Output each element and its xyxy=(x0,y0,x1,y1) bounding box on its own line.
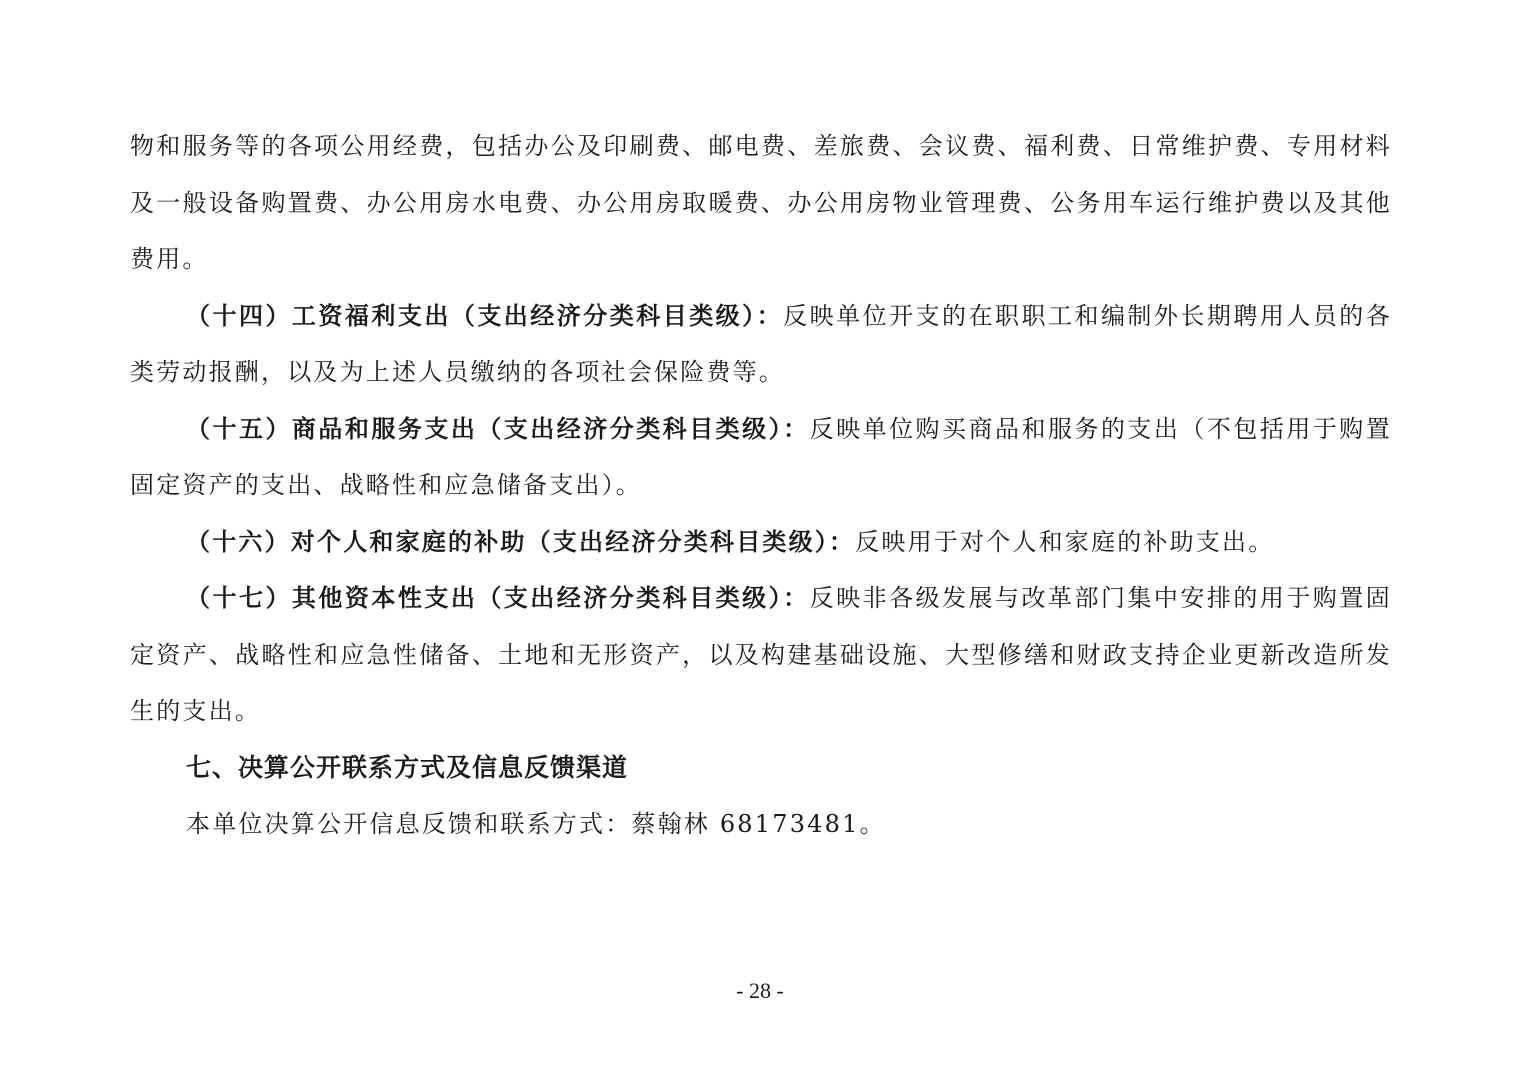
definition-wages-welfare: 反映单位开支的在职职工和编制外长期聘用人员的各类劳动报酬，以及为上述人员缴纳的各项社会保险费等。 xyxy=(130,301,1392,386)
paragraph-household-subsidy xyxy=(130,514,1392,571)
paragraph-contact-info xyxy=(130,796,1392,853)
paragraph-wages-welfare xyxy=(130,288,1392,401)
term-wages-welfare: （十四）工资福利支出（支出经济分类科目类级）： xyxy=(186,300,784,330)
document-body xyxy=(130,118,1392,853)
term-goods-services: （十五）商品和服务支出（支出经济分类科目类级）： xyxy=(186,413,810,443)
page-number: - 28 - xyxy=(736,978,784,1003)
term-other-capital: （十七）其他资本性支出（支出经济分类科目类级）： xyxy=(186,583,810,612)
definition-other-capital: 反映非各级发展与改革部门集中安排的用于购置固定资产、战略性和应急性储备、土地和无形资产，以及构建基础设施、大型修缮和财政支持企业更新改造所发生的支出。 xyxy=(130,584,1392,725)
definition-goods-services: 反映单位购买商品和服务的支出（不包括用于购置固定资产的支出、战略性和应急储备支出）。 xyxy=(130,414,1392,499)
paragraph-text: 物和服务等的各项公用经费，包括办公及印刷费、邮电费、差旅费、会议费、福利费、日常维护费、专用材料及一般设备购置费、办公用房水电费、办公用房取暖费、办公用房物业管理费、公务用车运行维护费以及其他费用。 xyxy=(130,132,1392,273)
section-heading-contact: 七、决算公开联系方式及信息反馈渠道 xyxy=(186,752,629,782)
term-household-subsidy: （十六）对个人和家庭的补助（支出经济分类科目类级）： xyxy=(186,526,856,556)
contact-text: 本单位决算公开信息反馈和联系方式：蔡翰林 68173481。 xyxy=(186,810,886,838)
paragraph-goods-services xyxy=(130,401,1392,514)
paragraph-public-expenses-continued xyxy=(130,118,1392,288)
definition-household-subsidy: 反映用于对个人和家庭的补助支出。 xyxy=(855,527,1275,556)
paragraph-other-capital xyxy=(130,570,1392,740)
